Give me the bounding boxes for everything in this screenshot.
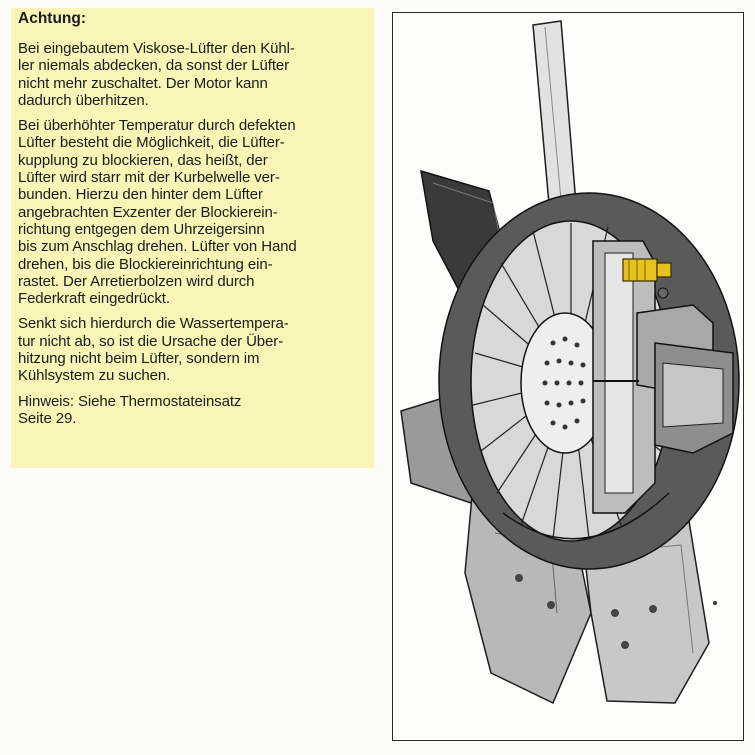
- warning-note-box: [11, 8, 374, 468]
- paragraph-block-coupling: Bei überhöhter Temperatur durch defekten Lüfter besteht die Möglichkeit, die Lüfter- kupplung zu blockieren, das heißt, der Lüfter wird starr mit der Kurbelwelle ver- bunden. Hierzu den hinter dem Lüfter angebrachten Exzenter der Blockierein- richtung entgegen dem Uhrzeigersinn bis zum Anschlag drehen. Lüfter von Hand drehen, bis die Blockiereinrichtung ein- rastet. Der Arretierbolzen wird durch Federkraft eingedrückt.: [18, 117, 297, 308]
- warning-heading: Achtung:: [18, 10, 87, 27]
- viscous-fan-illustration: [392, 12, 744, 741]
- paragraph-cover-warning: Bei eingebautem Viskose-Lüfter den Kühl- ler niemals abdecken, da sonst der Lüfter nicht mehr zuschaltet. Der Motor kann dadurch überhitzen.: [18, 40, 295, 109]
- fan-cutaway-drawing: [393, 13, 742, 739]
- paragraph-coolant-check: Senkt sich hierdurch die Wassertempera- tur nicht ab, so ist die Ursache der Über- hitzung nicht beim Lüfter, sondern im Kühlsystem zu suchen.: [18, 315, 289, 385]
- paragraph-reference: Hinweis: Siehe Thermostateinsatz Seite 29.: [18, 392, 242, 427]
